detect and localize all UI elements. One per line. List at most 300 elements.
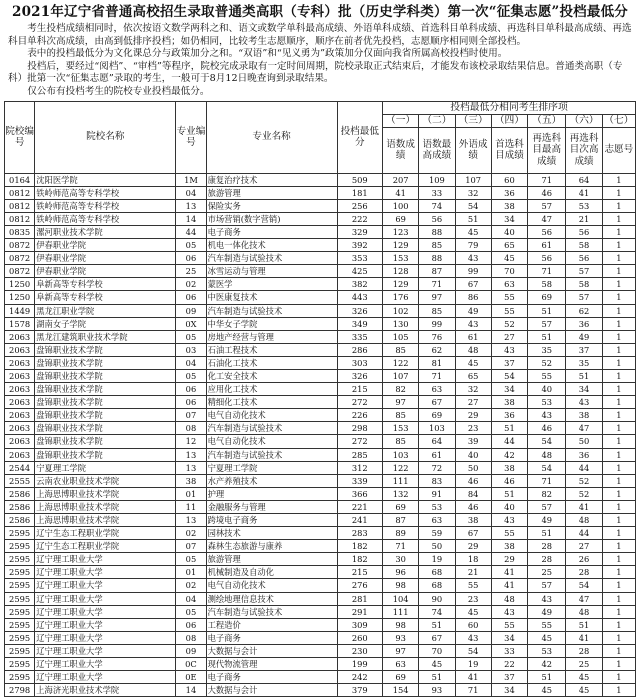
- cell-major-code: 06: [176, 396, 206, 409]
- cell-min-score: 260: [337, 631, 382, 644]
- table-row: [5, 383, 636, 396]
- cell-sub-1: 111: [382, 474, 418, 487]
- cell-sub-7: 1: [602, 252, 635, 265]
- cell-sub-3: 54: [455, 644, 491, 657]
- cell-min-score: 291: [337, 605, 382, 618]
- cell-sub-7: 1: [602, 369, 635, 382]
- cell-school-code: 2595: [5, 658, 35, 671]
- cell-sub-2: 50: [419, 540, 455, 553]
- cell-sub-2: 67: [419, 396, 455, 409]
- cell-sub-3: 46: [455, 474, 491, 487]
- cell-major-code: 06: [176, 252, 206, 265]
- table-row: [5, 435, 636, 448]
- cell-sub-6: 21: [566, 212, 602, 225]
- cell-major-name: 旅游管理: [206, 186, 337, 199]
- score-table: [4, 101, 636, 697]
- cell-min-score: 276: [337, 579, 382, 592]
- cell-major-name: 护理: [206, 487, 337, 500]
- cell-sub-6: 57: [566, 265, 602, 278]
- cell-sub-6: 54: [566, 579, 602, 592]
- cell-sub-5: 53: [528, 644, 566, 657]
- cell-sub-3: 45: [455, 356, 491, 369]
- cell-major-code: 03: [176, 343, 206, 356]
- cell-sub-4: 70: [491, 265, 527, 278]
- cell-sub-7: 1: [602, 684, 635, 697]
- cell-sub-7: 1: [602, 199, 635, 212]
- cell-sub-7: 1: [602, 304, 635, 317]
- header-sub-name: 再选科目最高成绩: [528, 127, 566, 173]
- cell-sub-3: 41: [455, 671, 491, 684]
- cell-sub-5: 69: [528, 291, 566, 304]
- cell-sub-4: 52: [491, 317, 527, 330]
- cell-school-name: 辽宁理工职业大学: [35, 579, 176, 592]
- cell-sub-3: 46: [455, 500, 491, 513]
- cell-major-name: 蒙医学: [206, 278, 337, 291]
- cell-sub-5: 57: [528, 500, 566, 513]
- cell-sub-3: 71: [455, 684, 491, 697]
- cell-sub-2: 71: [419, 278, 455, 291]
- cell-sub-6: 37: [566, 343, 602, 356]
- cell-sub-5: 45: [528, 684, 566, 697]
- cell-major-code: 02: [176, 579, 206, 592]
- cell-min-score: 309: [337, 618, 382, 631]
- cell-sub-7: 1: [602, 631, 635, 644]
- table-row: [5, 343, 636, 356]
- table-row: [5, 644, 636, 657]
- table-row: [5, 448, 636, 461]
- cell-sub-1: 103: [382, 448, 418, 461]
- cell-major-code: 0C: [176, 658, 206, 671]
- cell-major-name: 电子商务: [206, 631, 337, 644]
- cell-sub-3: 45: [455, 225, 491, 238]
- cell-sub-5: 52: [528, 356, 566, 369]
- cell-min-score: 272: [337, 396, 382, 409]
- cell-sub-5: 56: [528, 225, 566, 238]
- cell-school-name: 辽宁理工职业大学: [35, 618, 176, 631]
- cell-school-name: 伊春职业学院: [35, 239, 176, 252]
- cell-sub-7: 1: [602, 618, 635, 631]
- cell-sub-4: 34: [491, 631, 527, 644]
- table-row: [5, 330, 636, 343]
- cell-sub-2: 67: [419, 631, 455, 644]
- cell-sub-5: 71: [528, 474, 566, 487]
- cell-major-name: 房地产经营与管理: [206, 330, 337, 343]
- cell-major-code: 0E: [176, 671, 206, 684]
- cell-sub-4: 38: [491, 199, 527, 212]
- cell-sub-6: 35: [566, 356, 602, 369]
- cell-major-name: 现代物流管理: [206, 658, 337, 671]
- cell-major-code: 05: [176, 605, 206, 618]
- cell-major-code: 04: [176, 592, 206, 605]
- cell-sub-5: 43: [528, 409, 566, 422]
- cell-major-code: 06: [176, 291, 206, 304]
- cell-major-name: 机械制造及自动化: [206, 566, 337, 579]
- table-row: [5, 618, 636, 631]
- cell-school-name: 盘锦职业技术学院: [35, 343, 176, 356]
- cell-sub-4: 51: [491, 487, 527, 500]
- cell-sub-7: 1: [602, 553, 635, 566]
- cell-sub-2: 69: [419, 409, 455, 422]
- cell-sub-6: 28: [566, 644, 602, 657]
- cell-sub-2: 90: [419, 592, 455, 605]
- cell-sub-3: 50: [455, 461, 491, 474]
- cell-sub-5: 57: [528, 199, 566, 212]
- cell-sub-4: 43: [491, 514, 527, 527]
- cell-sub-2: 72: [419, 461, 455, 474]
- table-row: [5, 579, 636, 592]
- cell-school-code: 0872: [5, 239, 35, 252]
- table-row: [5, 356, 636, 369]
- cell-sub-1: 111: [382, 605, 418, 618]
- cell-sub-7: 1: [602, 644, 635, 657]
- cell-sub-7: 1: [602, 225, 635, 238]
- header-school-code: 院校编号: [5, 101, 35, 173]
- cell-school-name: 辽宁理工职业大学: [35, 553, 176, 566]
- cell-sub-2: 85: [419, 304, 455, 317]
- cell-sub-6: 49: [566, 330, 602, 343]
- cell-sub-3: 54: [455, 199, 491, 212]
- table-row: [5, 592, 636, 605]
- header-sub-name: 志愿号: [602, 127, 635, 173]
- cell-min-score: 230: [337, 644, 382, 657]
- cell-school-code: 0872: [5, 252, 35, 265]
- cell-sub-1: 128: [382, 265, 418, 278]
- header-major-code: 专业编号: [176, 101, 206, 173]
- cell-school-name: 漯河职业技术学院: [35, 225, 176, 238]
- cell-min-score: 182: [337, 540, 382, 553]
- cell-sub-4: 65: [491, 239, 527, 252]
- cell-sub-5: 49: [528, 605, 566, 618]
- cell-min-score: 221: [337, 500, 382, 513]
- cell-major-code: 05: [176, 330, 206, 343]
- cell-major-code: 44: [176, 225, 206, 238]
- cell-sub-1: 130: [382, 317, 418, 330]
- cell-school-name: 上海济光职业技术学院: [35, 684, 176, 697]
- cell-major-name: 大数据与会计: [206, 644, 337, 657]
- cell-major-name: 电气自动化技术: [206, 579, 337, 592]
- table-row: [5, 474, 636, 487]
- cell-sub-7: 1: [602, 500, 635, 513]
- cell-school-name: 伊春职业学院: [35, 265, 176, 278]
- cell-school-name: 盘锦职业技术学院: [35, 422, 176, 435]
- cell-major-name: 汽车制造与试验技术: [206, 252, 337, 265]
- cell-major-name: 石油化工技术: [206, 356, 337, 369]
- cell-sub-7: 1: [602, 566, 635, 579]
- cell-sub-1: 122: [382, 356, 418, 369]
- cell-school-code: 2595: [5, 618, 35, 631]
- cell-school-name: 上海思博职业技术学院: [35, 500, 176, 513]
- cell-major-code: 02: [176, 527, 206, 540]
- cell-sub-5: 51: [528, 330, 566, 343]
- cell-sub-2: 85: [419, 239, 455, 252]
- cell-min-score: 443: [337, 291, 382, 304]
- cell-sub-4: 36: [491, 409, 527, 422]
- cell-sub-5: 57: [528, 579, 566, 592]
- cell-major-name: 中华女子学院: [206, 317, 337, 330]
- header-sub-name: 语数成绩: [382, 127, 418, 173]
- cell-min-score: 285: [337, 448, 382, 461]
- cell-sub-3: 38: [455, 514, 491, 527]
- cell-sub-1: 89: [382, 527, 418, 540]
- cell-major-code: 1M: [176, 173, 206, 186]
- page-title: 2021年辽宁省普通高校招生录取普通类高职（专科）批（历史学科类）第一次“征集志愿”投档最低分: [11, 4, 628, 20]
- cell-sub-4: 54: [491, 369, 527, 382]
- cell-major-name: 汽车制造与试验技术: [206, 605, 337, 618]
- cell-sub-5: 53: [528, 396, 566, 409]
- cell-sub-3: 48: [455, 343, 491, 356]
- cell-sub-4: 33: [491, 644, 527, 657]
- cell-sub-1: 176: [382, 291, 418, 304]
- cell-school-code: 0835: [5, 225, 35, 238]
- cell-sub-4: 55: [491, 618, 527, 631]
- cell-sub-4: 43: [491, 343, 527, 356]
- cell-sub-2: 70: [419, 644, 455, 657]
- cell-sub-4: 40: [491, 500, 527, 513]
- cell-min-score: 379: [337, 684, 382, 697]
- cell-sub-7: 1: [602, 422, 635, 435]
- cell-min-score: 366: [337, 487, 382, 500]
- cell-sub-6: 45: [566, 671, 602, 684]
- cell-sub-4: 51: [491, 422, 527, 435]
- cell-school-name: 沈阳医学院: [35, 173, 176, 186]
- cell-sub-1: 129: [382, 278, 418, 291]
- cell-school-code: 1250: [5, 291, 35, 304]
- cell-min-score: 335: [337, 330, 382, 343]
- cell-major-code: 06: [176, 383, 206, 396]
- cell-sub-2: 51: [419, 671, 455, 684]
- table-row: [5, 304, 636, 317]
- cell-school-code: 2063: [5, 383, 35, 396]
- cell-sub-6: 41: [566, 186, 602, 199]
- cell-sub-4: 37: [491, 356, 527, 369]
- cell-sub-3: 23: [455, 422, 491, 435]
- cell-major-name: 工程造价: [206, 618, 337, 631]
- cell-major-name: 宁夏理工学院: [206, 461, 337, 474]
- note-paragraph: 仅公布有投档考生的院校专业投档最低分。: [27, 85, 210, 97]
- cell-sub-1: 30: [382, 553, 418, 566]
- cell-school-code: 0812: [5, 186, 35, 199]
- table-row: [5, 658, 636, 671]
- cell-sub-6: 28: [566, 566, 602, 579]
- cell-sub-2: 88: [419, 252, 455, 265]
- cell-sub-3: 49: [455, 304, 491, 317]
- cell-sub-7: 1: [602, 527, 635, 540]
- cell-sub-7: 1: [602, 356, 635, 369]
- cell-sub-1: 105: [382, 330, 418, 343]
- cell-sub-4: 48: [491, 592, 527, 605]
- table-row: [5, 212, 636, 225]
- cell-sub-5: 48: [528, 448, 566, 461]
- cell-sub-1: 153: [382, 422, 418, 435]
- table-row: [5, 239, 636, 252]
- cell-major-code: 09: [176, 304, 206, 317]
- cell-major-name: 应用化工技术: [206, 383, 337, 396]
- cell-sub-2: 19: [419, 553, 455, 566]
- cell-sub-5: 42: [528, 658, 566, 671]
- cell-sub-1: 82: [382, 383, 418, 396]
- cell-sub-5: 46: [528, 186, 566, 199]
- cell-sub-2: 51: [419, 618, 455, 631]
- table-row: [5, 225, 636, 238]
- cell-school-name: 上海思博职业技术学院: [35, 487, 176, 500]
- cell-sub-5: 28: [528, 540, 566, 553]
- cell-major-code: 01: [176, 487, 206, 500]
- note-paragraph: 表中的投档最低分为文化课总分与政策加分之和。“双语”和“见义勇为”政策加分仅面向我省所属高校投档时使用。: [27, 48, 508, 60]
- cell-min-score: 303: [337, 356, 382, 369]
- table-row: [5, 514, 636, 527]
- cell-major-code: 02: [176, 278, 206, 291]
- cell-sub-4: 55: [491, 527, 527, 540]
- cell-school-name: 辽宁理工职业大学: [35, 605, 176, 618]
- table-row: [5, 186, 636, 199]
- cell-min-score: 326: [337, 304, 382, 317]
- cell-sub-3: 29: [455, 409, 491, 422]
- cell-sub-6: 56: [566, 225, 602, 238]
- cell-sub-6: 44: [566, 461, 602, 474]
- cell-sub-5: 54: [528, 435, 566, 448]
- cell-min-score: 199: [337, 658, 382, 671]
- cell-sub-6: 51: [566, 618, 602, 631]
- cell-sub-1: 122: [382, 461, 418, 474]
- cell-major-name: 市场营销(数字营销): [206, 212, 337, 225]
- cell-sub-3: 67: [455, 278, 491, 291]
- cell-sub-7: 1: [602, 435, 635, 448]
- cell-sub-2: 81: [419, 356, 455, 369]
- cell-sub-7: 1: [602, 212, 635, 225]
- cell-school-name: 云南农业职业技术学院: [35, 474, 176, 487]
- cell-sub-1: 85: [382, 343, 418, 356]
- cell-school-code: 2595: [5, 527, 35, 540]
- cell-sub-5: 46: [528, 422, 566, 435]
- cell-sub-6: 56: [566, 252, 602, 265]
- cell-school-code: 2595: [5, 579, 35, 592]
- cell-sub-7: 1: [602, 605, 635, 618]
- cell-school-name: 黑龙江职业学院: [35, 304, 176, 317]
- cell-major-code: 13: [176, 461, 206, 474]
- cell-sub-2: 74: [419, 605, 455, 618]
- cell-sub-1: 98: [382, 579, 418, 592]
- cell-sub-7: 1: [602, 658, 635, 671]
- cell-school-name: 辽宁理工职业大学: [35, 566, 176, 579]
- cell-sub-2: 71: [419, 369, 455, 382]
- cell-school-name: 辽宁理工职业大学: [35, 671, 176, 684]
- cell-school-code: 2063: [5, 343, 35, 356]
- cell-sub-1: 98: [382, 618, 418, 631]
- cell-sub-7: 1: [602, 514, 635, 527]
- cell-school-code: 2063: [5, 356, 35, 369]
- cell-sub-7: 1: [602, 239, 635, 252]
- cell-sub-7: 1: [602, 186, 635, 199]
- cell-sub-3: 65: [455, 369, 491, 382]
- cell-sub-3: 107: [455, 173, 491, 186]
- cell-major-name: 水产养殖技术: [206, 474, 337, 487]
- cell-school-code: 1250: [5, 278, 35, 291]
- table-row: [5, 500, 636, 513]
- cell-min-score: 329: [337, 225, 382, 238]
- table-row: [5, 684, 636, 697]
- table-row: [5, 527, 636, 540]
- cell-sub-3: 67: [455, 527, 491, 540]
- cell-major-code: 14: [176, 212, 206, 225]
- table-row: [5, 566, 636, 579]
- cell-sub-5: 61: [528, 239, 566, 252]
- header-sub-number: （三）: [455, 114, 491, 127]
- cell-sub-1: 104: [382, 592, 418, 605]
- header-sub-number: （二）: [419, 114, 455, 127]
- cell-school-name: 盘锦职业技术学院: [35, 409, 176, 422]
- cell-sub-1: 69: [382, 212, 418, 225]
- cell-sub-2: 59: [419, 527, 455, 540]
- cell-school-code: 2595: [5, 566, 35, 579]
- cell-major-code: 06: [176, 618, 206, 631]
- cell-sub-1: 102: [382, 304, 418, 317]
- cell-major-name: 电子商务: [206, 225, 337, 238]
- cell-sub-7: 1: [602, 487, 635, 500]
- cell-major-code: 09: [176, 644, 206, 657]
- cell-sub-6: 53: [566, 199, 602, 212]
- cell-sub-1: 129: [382, 239, 418, 252]
- cell-sub-6: 62: [566, 304, 602, 317]
- cell-sub-6: 52: [566, 474, 602, 487]
- cell-school-code: 1578: [5, 317, 35, 330]
- cell-min-score: 382: [337, 278, 382, 291]
- cell-sub-4: 60: [491, 173, 527, 186]
- cell-sub-5: 82: [528, 487, 566, 500]
- cell-min-score: 326: [337, 369, 382, 382]
- cell-sub-4: 63: [491, 278, 527, 291]
- cell-sub-6: 44: [566, 527, 602, 540]
- cell-sub-7: 1: [602, 409, 635, 422]
- cell-sub-6: 48: [566, 605, 602, 618]
- header-tiebreak-group: 投档最低分相同考生排序项: [382, 101, 635, 114]
- cell-school-code: 2595: [5, 592, 35, 605]
- cell-sub-6: 64: [566, 173, 602, 186]
- cell-sub-4: 34: [491, 383, 527, 396]
- cell-major-name: 园林技术: [206, 527, 337, 540]
- cell-school-name: 盘锦职业技术学院: [35, 356, 176, 369]
- cell-major-name: 石油工程技术: [206, 343, 337, 356]
- header-sub-name: 外语成绩: [455, 127, 491, 173]
- table-row: [5, 396, 636, 409]
- cell-sub-6: 58: [566, 239, 602, 252]
- cell-min-score: 353: [337, 252, 382, 265]
- cell-sub-1: 41: [382, 186, 418, 199]
- cell-major-code: 25: [176, 265, 206, 278]
- cell-sub-7: 1: [602, 330, 635, 343]
- cell-sub-2: 53: [419, 500, 455, 513]
- cell-major-code: 04: [176, 186, 206, 199]
- cell-sub-1: 71: [382, 540, 418, 553]
- cell-major-name: 测绘地理信息技术: [206, 592, 337, 605]
- cell-school-name: 盘锦职业技术学院: [35, 369, 176, 382]
- table-row: [5, 369, 636, 382]
- cell-sub-6: 47: [566, 422, 602, 435]
- cell-school-code: 2595: [5, 671, 35, 684]
- notes: [0, 21, 640, 99]
- header-school-name: 院校名称: [35, 101, 176, 173]
- cell-sub-5: 58: [528, 278, 566, 291]
- cell-major-name: 汽车制造与试验技术: [206, 422, 337, 435]
- cell-sub-2: 33: [419, 186, 455, 199]
- cell-school-code: 0164: [5, 173, 35, 186]
- cell-sub-7: 1: [602, 448, 635, 461]
- cell-min-score: 281: [337, 592, 382, 605]
- cell-sub-6: 58: [566, 278, 602, 291]
- cell-school-code: 2063: [5, 448, 35, 461]
- cell-sub-6: 34: [566, 383, 602, 396]
- cell-school-code: 2798: [5, 684, 35, 697]
- cell-major-code: 0X: [176, 317, 206, 330]
